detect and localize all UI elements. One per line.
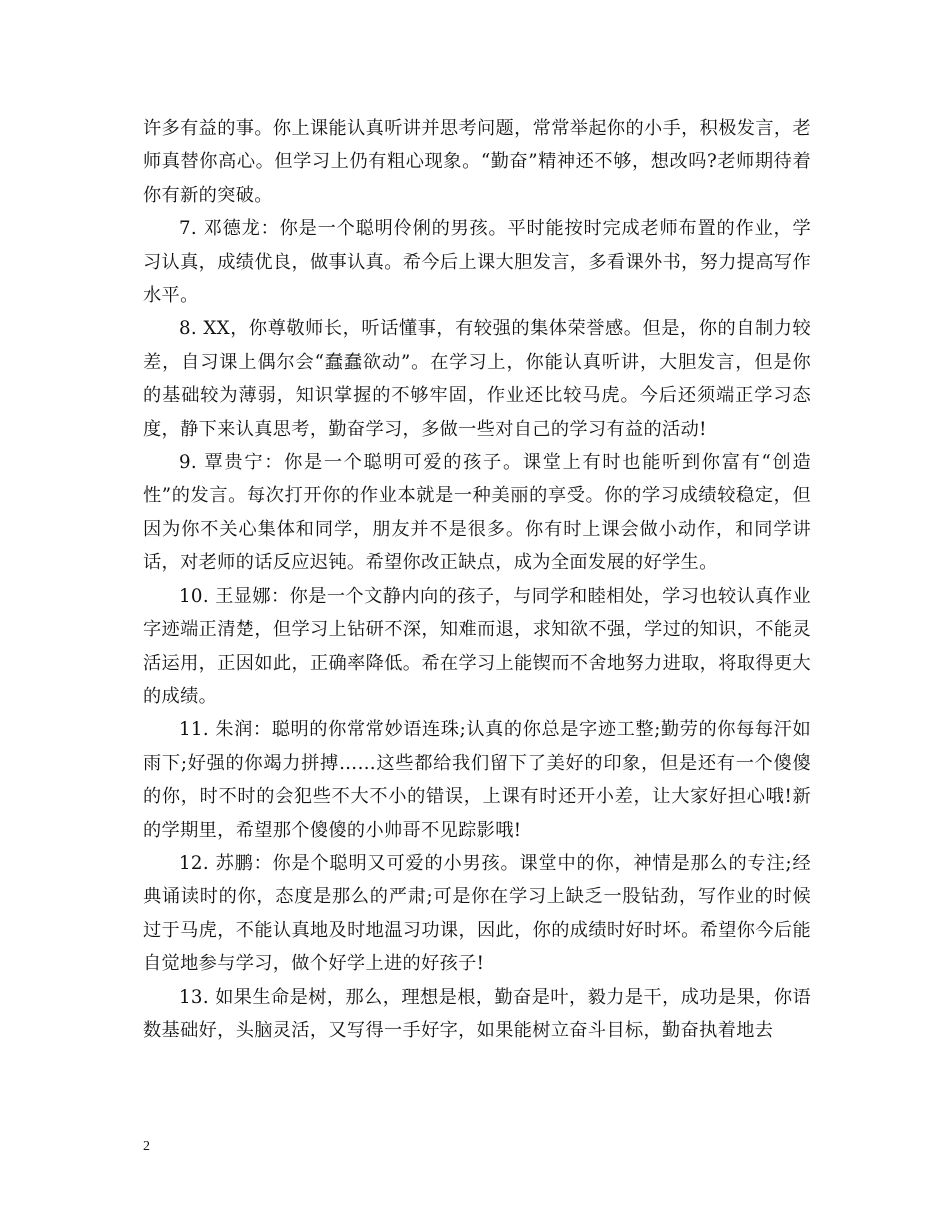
paragraph-continued: 许多有益的事。你上课能认真听讲并思考问题，常常举起你的小手，积极发言，老师真替你高心。但学习上仍有粗心现象。“勤奋”精神还不够，想改吗?老师期待着你有新的突破。 [143,118,811,206]
page-number: 2 [143,1139,150,1154]
document-body [143,112,811,1047]
paragraph-comment-11: 11. 朱润：聪明的你常常妙语连珠;认真的你总是字迹工整;勤劳的你每每汗如雨下;好强的你竭力拼搏……这些都给我们留下了美好的印象，但是还有一个傻傻的你，时不时的会犯些不大不小的错误，上课有时还开小差，让大家好担心哦!新的学期里，希望那个傻傻的小帅哥不见踪影哦! [143,719,811,841]
paragraph-comment-9: 9. 覃贵宁：你是一个聪明可爱的孩子。课堂上有时也能听到你富有“创造性”的发言。每次打开你的作业本就是一种美丽的享受。你的学习成绩较稳定，但因为你不关心集体和同学，朋友并不是很多。你有时上课会做小动作，和同学讲话，对老师的话反应迟钝。希望你改正缺点，成为全面发展的好学生。 [143,452,811,574]
paragraph-comment-7: 7. 邓德龙：你是一个聪明伶俐的男孩。平时能按时完成老师布置的作业，学习认真，成绩优良，做事认真。希今后上课大胆发言，多看课外书，努力提高写作水平。 [143,218,811,307]
paragraph-comment-10: 10. 王显娜：你是一个文静内向的孩子，与同学和睦相处，学习也较认真作业字迹端正清楚，但学习上钻研不深，知难而退，求知欲不强，学过的知识，不能灵活运用，正因如此，正确率降低。希在学习上能锲而不舍地努力进取，将取得更大的成绩。 [143,585,811,707]
paragraph-comment-13: 13. 如果生命是树，那么，理想是根，勤奋是叶，毅力是干，成功是果，你语数基础好，头脑灵活，又写得一手好字，如果能树立奋斗目标，勤奋执着地去 [143,986,811,1041]
paragraph-comment-12: 12. 苏鹏：你是个聪明又可爱的小男孩。课堂中的你，神情是那么的专注;经典诵读时的你，态度是那么的严肃;可是你在学习上缺乏一股钻劲，写作业的时候过于马虎，不能认真地及时地温习功课，因此，你的成绩时好时坏。希望你今后能自觉地参与学习，做个好学上进的好孩子! [143,852,811,975]
paragraph-comment-8: 8. XX，你尊敬师长，听话懂事，有较强的集体荣誉感。但是，你的自制力较差，自习课上偶尔会“蠢蠢欲动”。在学习上，你能认真听讲，大胆发言，但是你的基础较为薄弱，知识掌握的不够牢固，作业还比较马虎。今后还须端正学习态度，静下来认真思考，勤奋学习，多做一些对自己的学习有益的活动! [143,318,811,440]
